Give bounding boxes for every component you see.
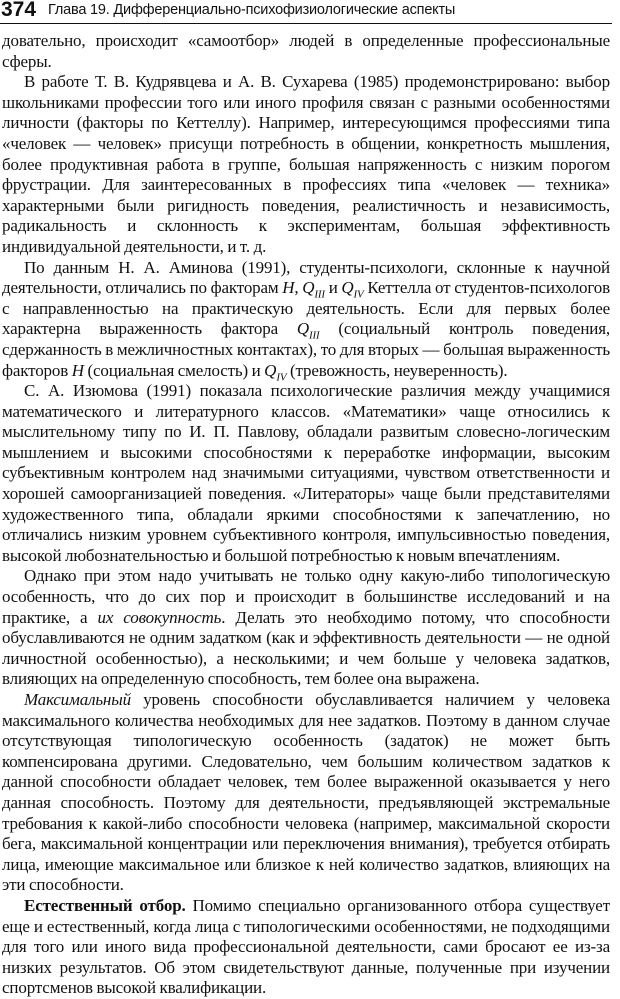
page-number: 374 (1, 0, 37, 21)
paragraph-natural-selection (2, 896, 610, 999)
aminov-text-1: По данным Н. А. Аминова (1991), студенты-психологи, склонные к научной деятельности, отличались по факторам (2, 257, 610, 298)
paragraph-kudryavtsev: В работе Т. В. Кудрявцева и А. В. Сухарева (1985) продемонстрировано: выбор школьниками профессии того или иного профиля связан с разными особенностями личности (факторы по Кеттеллу). Например, интересующимся профессиями типа «человек — человек» присущи потребность в общении, конкретность мышления, более продуктивная работа в группе, большая напряженность с низким порогом фрустрации. Для заинтересованных в профессиях типа «человек — техника» характерными были ригидность поведения, реалистичность и независимость, радикальность и склонность к экспериментам, большая эффективность индивидуальной деятельности, и т. д. (2, 72, 610, 256)
maximal-text: уровень способности обуславливается наличием у человека максимального количества необходимых для нее задатков. Поэтому в данном случае отсутствующая типологическую особенность (задаток) не может быть компенсирована другими. Следовательно, чем большим количеством задатков к данной способности обладает человек, тем более выраженной оказывается у него данная способность. Поэтому для деятельности, предъявляющей экстремальные требования к какой-либо способности человека (например, максимальной скорости бега, максимальной концентрации или переключения внимания), требуется отбирать лица, имеющие максимальное или близкое к ней количество задатков, влияющих на эти способности. (2, 690, 610, 895)
natural-selection-heading: Естественный отбор. (24, 895, 186, 915)
factor-q4-second: $Q_{IV}$ (264, 360, 287, 383)
paragraph-maximal (2, 690, 610, 896)
combination-text-2: . Делать это необходимо потому, что способности обуславливаются не одним задатком (как и эффективность деятельности — не одной личностной особенностью), а несколькими; и чем больше у человека задатков, влияющих на определенную способность, тем более она выражена. (2, 607, 610, 689)
factor-q3-second: $Q_{III}$ (296, 319, 320, 342)
aminov-text-4: (социальная смелость) и (83, 360, 265, 380)
paragraph-aminov (2, 258, 610, 382)
natural-selection-text: Помимо специально организованного отбора существует еще и естественный, когда лица с типологическими особенностями, не подходящими для того или иного вида профессиональной деятельности, сами бросают ее из-за низких результатов. Об этом свидетельствуют данные, полученные при изучении спортсменов высокой квалификации. (2, 895, 610, 998)
maximal-emphasis: Максимальный (24, 690, 131, 709)
paragraph-combination (2, 566, 610, 690)
factor-q4: $Q_{IV}$ (341, 278, 364, 301)
paragraph-continuation: довательно, происходит «самоотбор» людей в определенные профессиональные сферы. (2, 31, 610, 71)
text-body (2, 31, 610, 999)
aminov-text-3: (социальный контроль поведения, сдержанность в межличностных контактах), то для вторых — большая выраженность факторов (2, 319, 610, 380)
page-header (0, 0, 612, 24)
chapter-title: Глава 19. Дифференциально-психофизиологические аспекты (48, 2, 456, 18)
factor-h-second: H (71, 360, 84, 380)
paragraph-izyumova: С. А. Изюмова (1991) показала психологические различия между учащимися математического и литературного классов. «Математики» чаще относились к мыслительному типу по И. П. Павлову, обладали развитым словесно-логическим мышлением и высокими способностями к переработке информации, высоким субъективным контролем над значимыми ситуациями, чувством ответственности и хорошей самоорганизацией поведения. «Литераторы» чаще были представителями художественного типа, обладали яркими способностями к запечатлению, но отличались низким уровнем субъективного контроля, импульсивностью поведения, высокой любознательностью и большой потребностью к новым впечатлениям. (2, 381, 610, 565)
factor-q3: $Q_{III}$ (302, 278, 325, 301)
factor-h: H (282, 278, 295, 298)
combination-emphasis: их совокупность (97, 607, 222, 627)
conjunction: и (324, 278, 342, 298)
aminov-text-2: Кеттелла от студентов-психологов с направленностью на практическую деятельность. Если для первых более характерна выраженность фактора (2, 278, 610, 339)
combination-text-1: Однако при этом надо учитывать не только одну какую-либо типологическую особенность, что до сих пор и происходит в большинстве исследований и на практике, а (2, 566, 610, 627)
aminov-text-5: (тревожность, неуверенность). (286, 360, 508, 380)
separator: , (294, 278, 303, 298)
